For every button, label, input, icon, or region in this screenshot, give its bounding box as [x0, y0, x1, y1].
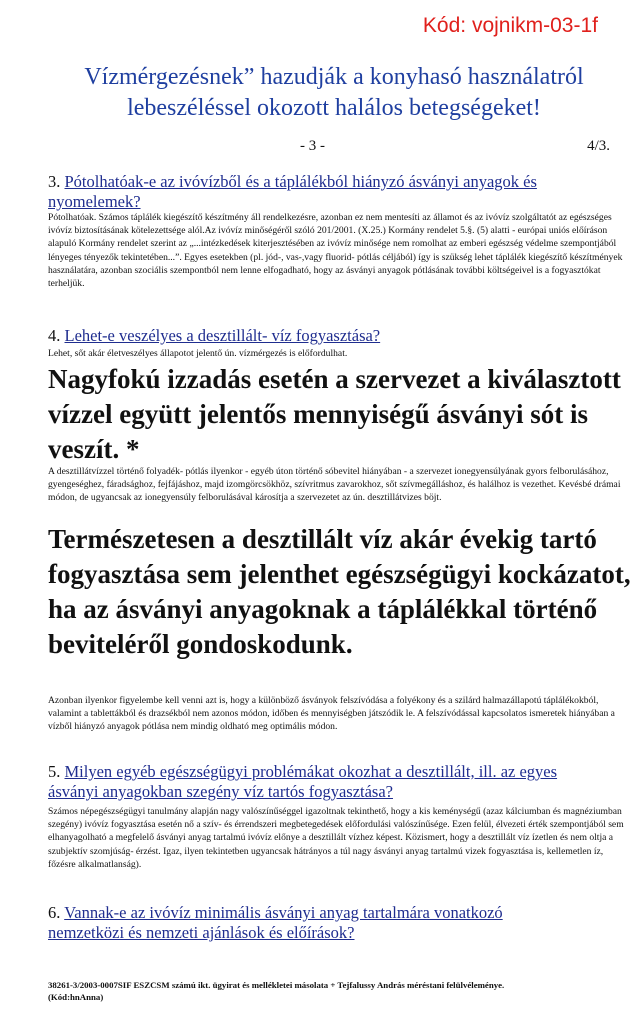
answer-4-body-1: A desztillátvízzel történő folyadék- pótlás ilyenkor - egyéb úton történő sóbevitel hiányában - a szervezet ionegyensúlyának gyors felborulásához, gyengeséghez, fáradsághoz, fejfájáshoz, majd izomgörcsökhöz, szívritmus zavarokhoz, sőt szívmegálláshoz, és halálhoz is vezethet. Kevésbé drámai módon, de ugyancsak az ionegyensúly felborulásával károsítja a szervezetet az ún. desztillátvizes böjt. [48, 466, 621, 504]
question-4 [48, 326, 618, 346]
answer-3-body: Pótolhatóak. Számos táplálék kiegészítő készítmény áll rendelkezésre, azonban ez nem mentesíti az államot és az ivóvíz szolgáltatót az egészséges ivóvíz biztosításának kötelezettsége alól.Az ivóvíz minőségéről szóló 201/2001. (X.25.) Kormány rendelet 5.§. (5) alatti - európai uniós előíráson alapuló Kormány rendelet szerint az „...intézkedések kiterjesztésében az ivóvíz minősége nem romolhat az emberi egészség védelme szempontjából lényeges tényezők tekintetében...”. Egyes esetekben (pl. jód-, vas-,vagy fluorid- pótlás céljából) így is szükség lehet táplálék kiegészítő készítmények használatára, azonban szociális szempontból nem lenne elfogadható, hogy az ásványi anyagok pótlásának további költségeivel is a fogyasztókat terheljük. [48, 212, 623, 290]
question-3-text: Pótolhatóak-e az ivóvízből és a táplálékból hiányzó ásványi anyagok és nyomelemek? [48, 172, 537, 211]
answer-4-emphasis-1: Nagyfokú izzadás esetén a szervezet a kiválasztott vízzel együtt jelentős mennyiségű ásványi sót is veszít. * [48, 364, 621, 464]
answer-4-lead: Lehet, sőt akár életveszélyes állapotot jelentő ún. vízmérgezés is előfordulhat. [48, 348, 348, 359]
question-6 [48, 903, 568, 943]
question-6-text: Vannak-e az ivóvíz minimális ásványi anyag tartalmára vonatkozó nemzetközi és nemzeti ajánlások és előírások? [48, 903, 503, 942]
answer-5-body: Számos népegészségügyi tanulmány alapján nagy valószínűséggel igazoltnak tekinthető, hogy a kis keménységű (azaz kálciumban és magnéziumban szegény) ivóvíz fogyasztása esetén nő a szív- és érrendszeri megbetegedések előfordulási valószínűsége. Ezen felül, élvezeti érték szempontjából sem elhanyagolható a megfelelő ásványi anyag tartalmú ivóvíz előnye a desztillált vízhez képest. Közismert, hogy a desztillált víz ízetlen és nem oltja a szubjektív szomjúság- érzést. Igaz, ilyen tekintetben ugyancsak hátrányos a túl nagy ásványi anyag tartalmú vizek fogyasztása is, kellemetlen íz, főzésre alkalmatlanság). [48, 806, 624, 870]
question-6-number: 6. [48, 903, 61, 922]
footer-reference [48, 979, 628, 1003]
footer-line-2: (Kód:hnAnna) [48, 992, 104, 1002]
footer-line-1: 38261-3/2003-0007SIF ESZCSM számú ikt. ügyirat és mellékletei másolata + Tejfalussy András méréstani felülvéleménye. [48, 980, 505, 990]
document-title: Vízmérgezésnek” hazudják a konyhasó használatról lebeszéléssel okozott halálos betegségeket! [84, 64, 584, 121]
question-5 [48, 762, 608, 802]
question-5-number: 5. [48, 762, 61, 781]
page-code: 4/3. [587, 138, 610, 154]
question-3-number: 3. [48, 172, 61, 191]
page-number: - 3 - [300, 138, 325, 154]
question-3 [48, 172, 618, 212]
question-4-number: 4. [48, 326, 61, 345]
question-4-text: Lehet-e veszélyes a desztillált- víz fogyasztása? [64, 326, 381, 345]
answer-4-emphasis-2: Természetesen a desztillált víz akár évekig tartó fogyasztása sem jelenthet egészségügyi kockázatot, ha az ásványi anyagoknak a táplálékkal történő beviteléről gondoskodunk. [48, 524, 631, 659]
answer-4-body-2: Azonban ilyenkor figyelembe kell venni azt is, hogy a különböző ásványok felszívódása a folyékony és a szilárd halmazállapotú táplálékokból, valamint a tablettákból és drazsékból nem azonos módon, időben és mennyiségben játszódik le. A felszívódással kapcsolatos ismeretek hiányában a vízből hiányzó anyagok pótlása nem mindig oldható meg optimális módon. [48, 695, 615, 733]
question-5-text: Milyen egyéb egészségügyi problémákat okozhat a desztillált, ill. az egyes ásványi anyagokban szegény víz tartós fogyasztása? [48, 762, 558, 801]
document-code: Kód: vojnikm-03-1f [422, 14, 598, 37]
